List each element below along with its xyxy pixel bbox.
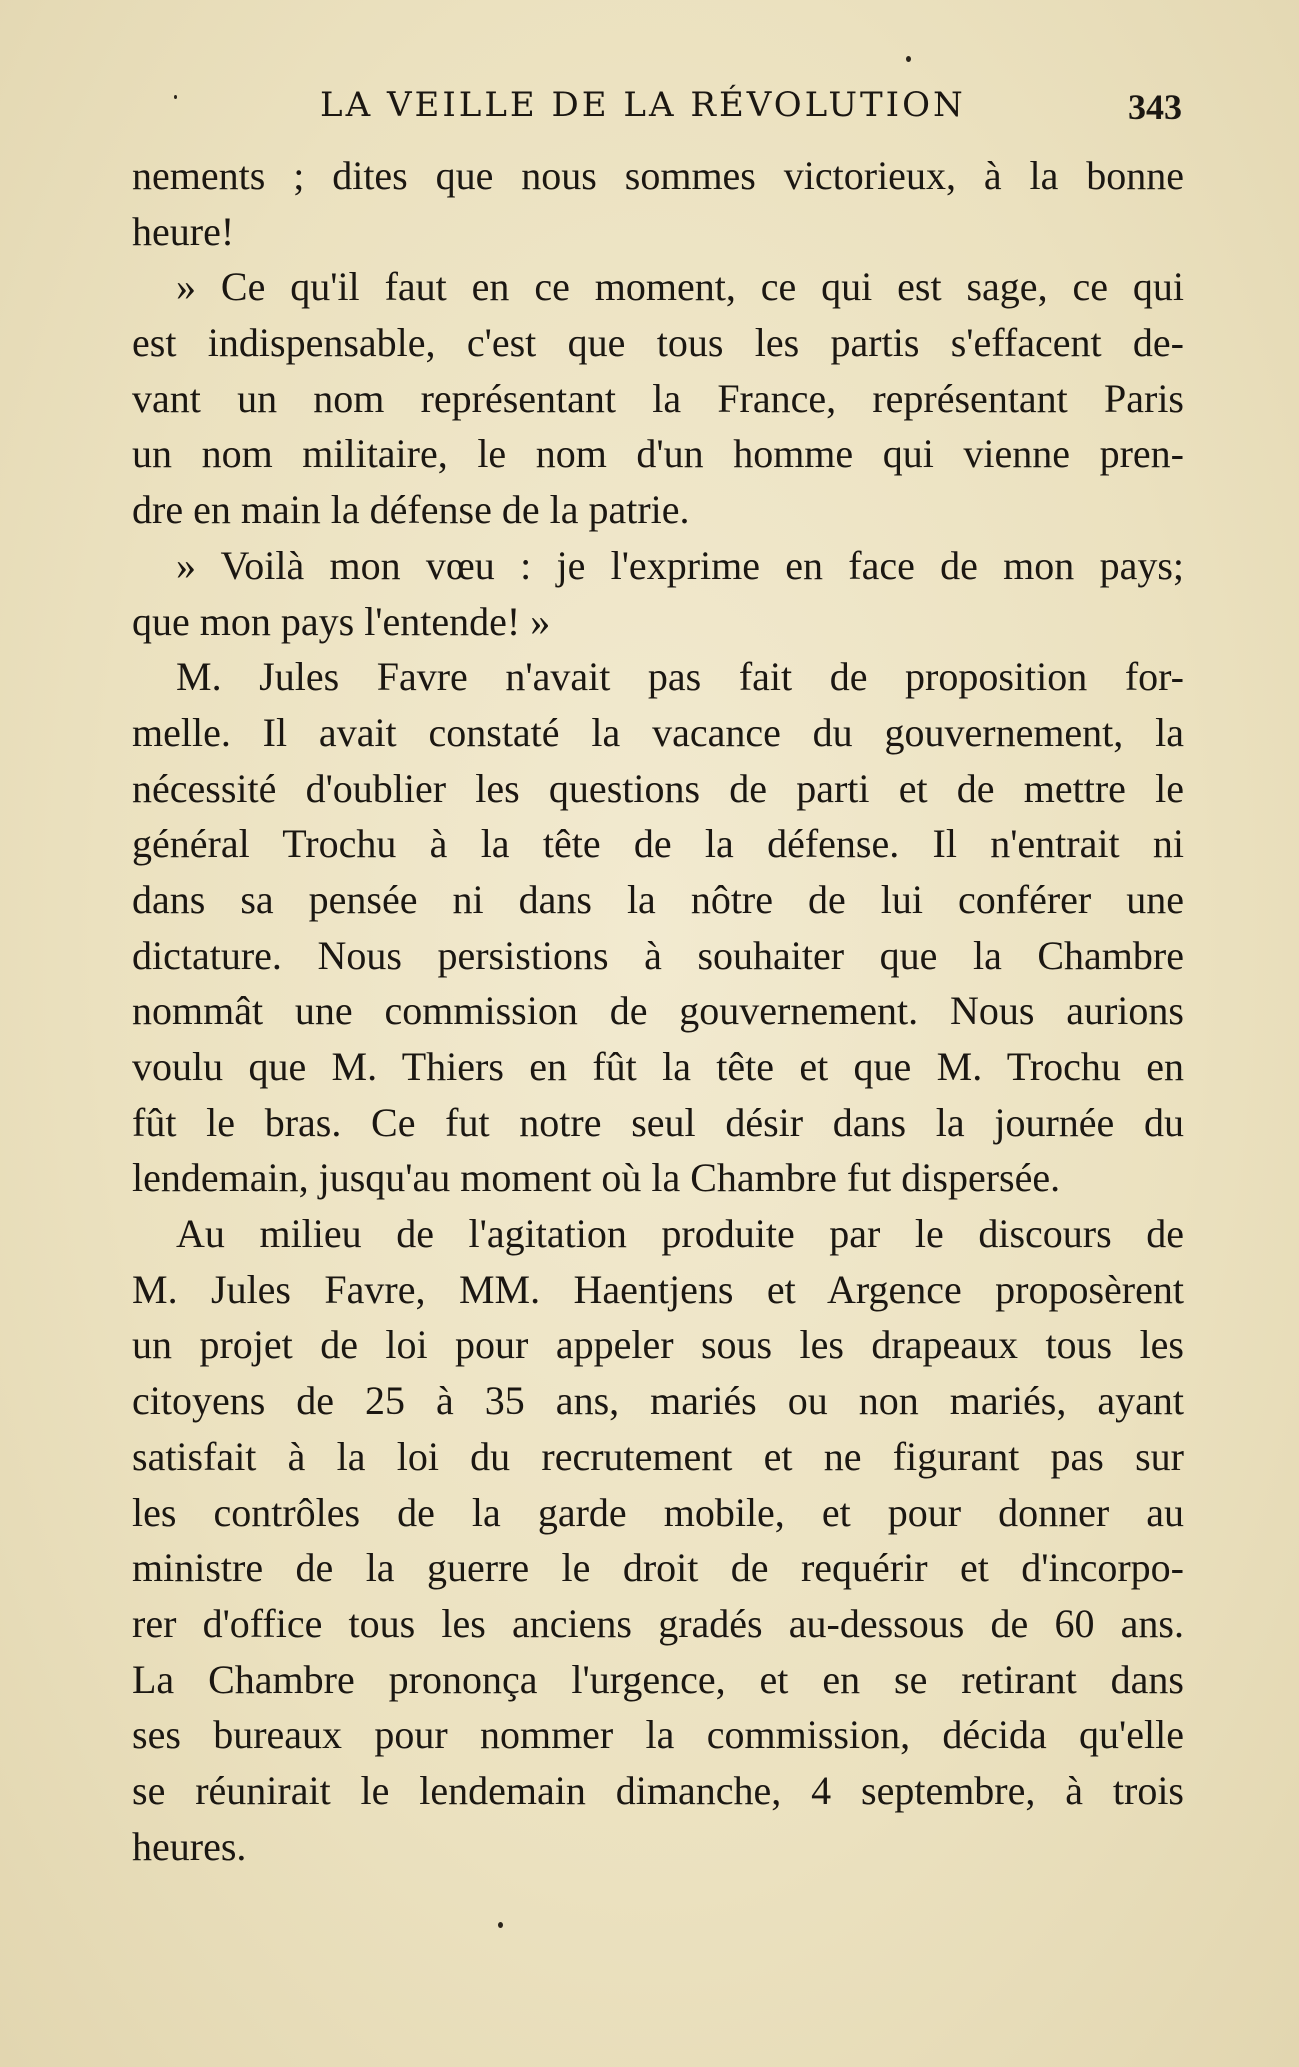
text-line: » Ce qu'il faut en ce moment, ce qui est sage, ce qui (176, 264, 1184, 310)
text-line: les contrôles de la garde mobile, et pour donner au (132, 1489, 1184, 1535)
text-line: un projet de loi pour appeler sous les drapeaux tous les (132, 1322, 1184, 1368)
text-line: melle. Il avait constaté la vacance du gouvernement, la (132, 709, 1184, 755)
text-line: lendemain, jusqu'au moment où la Chambre fut dispersée. (132, 1155, 1061, 1201)
text-line: Au milieu de l'agitation produite par le discours de (176, 1211, 1184, 1257)
running-title: LA VEILLE DE LA RÉVOLUTION (320, 85, 966, 125)
text-line: satisfait à la loi du recrutement et ne figurant pas sur (132, 1433, 1184, 1479)
text-line: fût le bras. Ce fut notre seul désir dans la journée du (132, 1099, 1184, 1145)
text-line: se réunirait le lendemain dimanche, 4 septembre, à trois (132, 1767, 1184, 1813)
page-number: 343 (1128, 87, 1182, 127)
text-line: général Trochu à la tête de la défense. Il n'entrait ni (132, 821, 1184, 867)
text-line: ses bureaux pour nommer la commission, décida qu'elle (132, 1712, 1184, 1758)
text-line: ministre de la guerre le droit de requérir et d'incorpo- (132, 1545, 1184, 1591)
text-line: M. Jules Favre n'avait pas fait de proposition for- (176, 654, 1184, 700)
ink-speck (498, 1922, 503, 1928)
text-line: » Voilà mon vœu : je l'exprime en face de mon pays; (176, 542, 1184, 588)
text-line: nommât une commission de gouvernement. Nous aurions (132, 988, 1184, 1034)
text-line: dictature. Nous persistions à souhaiter que la Chambre (132, 932, 1184, 978)
text-line: citoyens de 25 à 35 ans, mariés ou non mariés, ayant (132, 1378, 1184, 1424)
text-line: heures. (132, 1823, 247, 1869)
text-line: est indispensable, c'est que tous les partis s'effacent de- (132, 320, 1184, 366)
text-line: vant un nom représentant la France, représentant Paris (132, 375, 1184, 421)
text-line: un nom militaire, le nom d'un homme qui vienne pren- (132, 431, 1184, 477)
text-line: que mon pays l'entende! » (132, 598, 551, 644)
text-line: nécessité d'oublier les questions de parti et de mettre le (132, 765, 1184, 811)
text-line: rer d'office tous les anciens gradés au-dessous de 60 ans. (132, 1600, 1184, 1646)
body-text (132, 148, 1184, 1874)
text-line: voulu que M. Thiers en fût la tête et que M. Trochu en (132, 1044, 1184, 1089)
text-line: La Chambre prononça l'urgence, et en se retirant dans (132, 1656, 1184, 1702)
text-line: heure! (132, 208, 235, 254)
text-line: M. Jules Favre, MM. Haentjens et Argence proposèrent (132, 1266, 1184, 1312)
text-line: nements ; dites que nous sommes victorieux, à la bonne (132, 153, 1184, 198)
ink-speck (906, 56, 911, 62)
text-line: dans sa pensée ni dans la nôtre de lui conférer une (132, 876, 1184, 922)
text-line: dre en main la défense de la patrie. (132, 487, 690, 533)
ink-speck (174, 95, 177, 99)
running-head (0, 80, 1299, 130)
